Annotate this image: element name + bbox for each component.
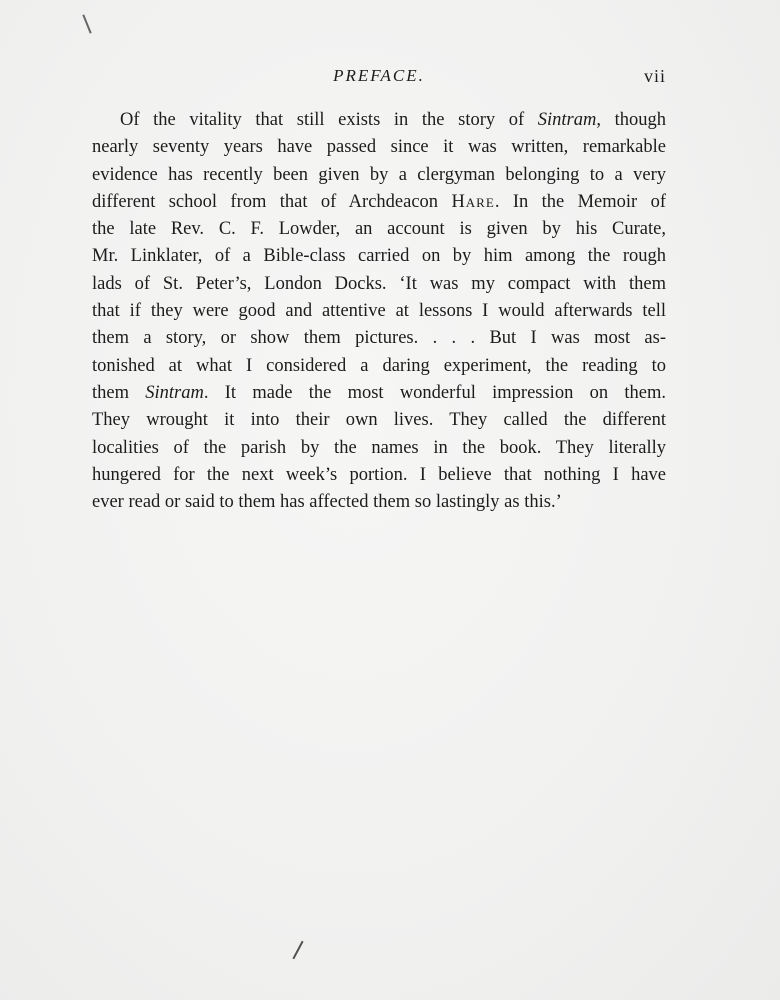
text-run: tonished at what I considered a daring experiment, the reading to [92, 355, 666, 376]
text-run: localities of the parish by the names in the book. They literally [92, 437, 666, 458]
text-line [92, 462, 666, 489]
text-run: that if they were good and attentive at lessons I would afterwards tell [92, 301, 666, 322]
text-line [92, 380, 666, 407]
text-line [92, 325, 666, 352]
pencil-mark [82, 14, 91, 33]
text-line [92, 189, 666, 216]
text-line [92, 271, 666, 298]
text-run: nearly seventy years have passed since it was written, remarkable [92, 137, 666, 158]
italic-title: Sintram [145, 382, 204, 403]
text-run: . In the Memoir of [494, 191, 666, 212]
page-header [92, 66, 666, 90]
small-caps-name: Hare [451, 191, 495, 212]
running-title: PREFACE. [333, 66, 425, 85]
text-run: . It made the most wonderful impression on them. [203, 382, 666, 403]
text-line [92, 407, 666, 434]
text-line [92, 353, 666, 380]
italic-title: Sintram [537, 110, 597, 130]
text-run: They wrought it into their own lives. They called the different [92, 410, 666, 431]
text-line [92, 216, 666, 243]
text-run: Mr. Linklater, of a Bible-class carried on by him among the rough [92, 246, 666, 267]
body-paragraph [92, 107, 666, 516]
text-run: them [92, 382, 146, 403]
text-run: them a story, or show them pictures. . . . But I was most as- [92, 328, 666, 349]
text-run: hungered for the next week’s portion. I believe that nothing I have [92, 464, 666, 485]
text-line [92, 298, 666, 325]
text-line [92, 435, 666, 462]
text-run: ever read or said to them has affected them so lastingly as this.’ [92, 492, 562, 513]
text-run: Of the vitality that still exists in the story of [120, 110, 538, 130]
text-run: the late Rev. C. F. Lowder, an account is given by his Curate, [92, 219, 666, 240]
text-line [92, 134, 666, 161]
text-line [92, 243, 666, 270]
text-run: different school from that of Archdeacon [92, 191, 452, 212]
pencil-mark [292, 941, 303, 960]
page-number: vii [643, 66, 666, 86]
text-run: lads of St. Peter’s, London Docks. ‘It was my compact with them [92, 273, 666, 294]
text-run: , though [596, 110, 666, 130]
text-line [92, 489, 666, 516]
text-line [92, 107, 666, 134]
text-run: evidence has recently been given by a clergyman belonging to a very [92, 164, 666, 185]
text-line [92, 162, 666, 189]
